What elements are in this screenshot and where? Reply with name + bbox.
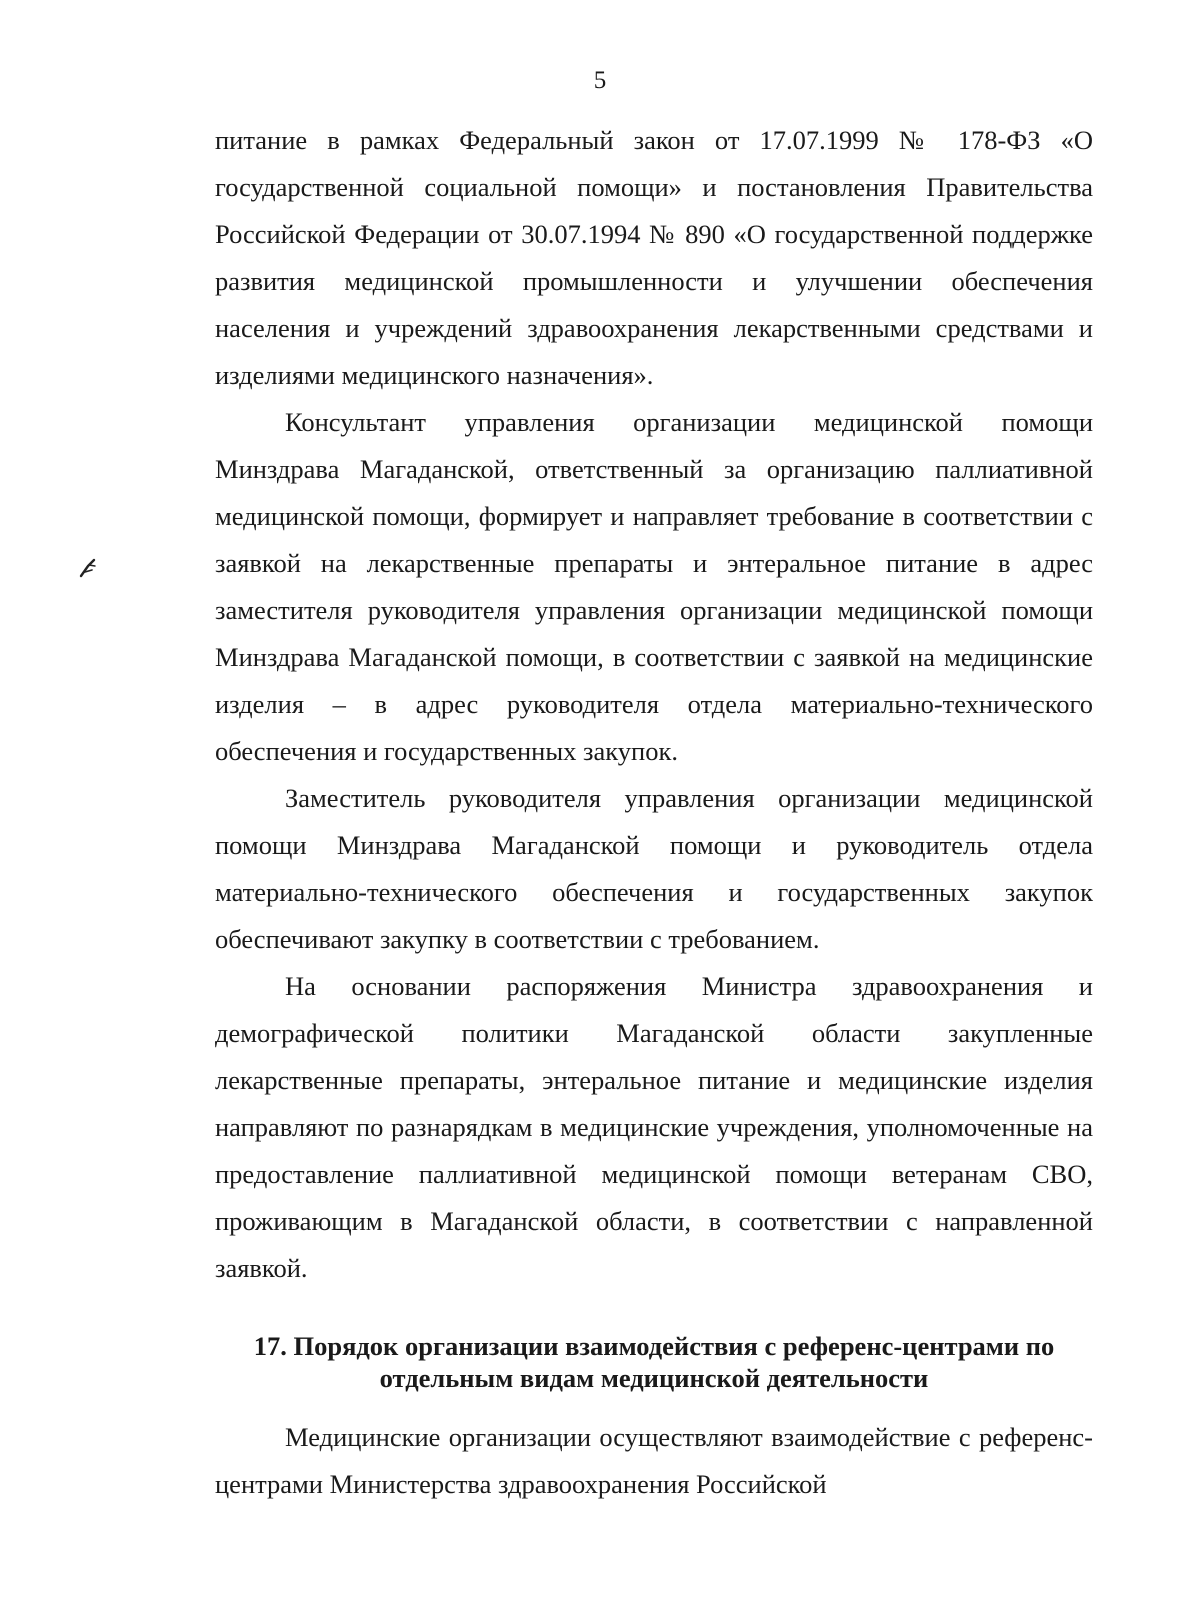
document-body bbox=[215, 117, 1093, 1508]
paragraph-deputy: Заместитель руководителя управления организации медицинской помощи Минздрава Магаданской помощи и руководитель отдела материально-технического обеспечения и государственных закупок обеспечивают закупку в соответствии с требованием. bbox=[215, 783, 1093, 954]
section-heading: 17. Порядок организации взаимодействия с референс-центрами по отдельным видам медицинской деятельности bbox=[253, 1331, 1055, 1393]
paragraph-distribution: На основании распоряжения Министра здравоохранения и демографической политики Магаданской области закупленные лекарственные препараты, энтеральное питание и медицинские изделия направляют по разнарядкам в медицинские учреждения, уполномоченные на предоставление паллиативной медицинской помощи ветеранам СВО, проживающим в Магаданской области, в соответствии с направленной заявкой. bbox=[215, 971, 1093, 1283]
page-number: 5 bbox=[593, 67, 607, 94]
paragraph-continuation: питание в рамках Федеральный закон от 17.07.1999 № 178-ФЗ «О государственной социальной помощи» и постановления Правительства Российской Федерации от 30.07.1994 № 890 «О государственной поддержке развития медицинской промышленности и улучшении обеспечения населения и учреждений здравоохранения лекарственными средствами и изделиями медицинского назначения». bbox=[215, 125, 1093, 390]
paragraph-consultant: Консультант управления организации медицинской помощи Минздрава Магаданской, ответственный за организацию паллиативной медицинской помощи, формирует и направляет требование в соответствии с заявкой на лекарственные препараты и энтеральное питание в адрес заместителя руководителя управления организации медицинской помощи Минздрава Магаданской помощи, в соответствии с заявкой на медицинские изделия – в адрес руководителя отдела материально-технического обеспечения и государственных закупок. bbox=[215, 407, 1093, 766]
scan-mark-icon bbox=[78, 556, 100, 580]
paragraph-section-start: Медицинские организации осуществляют взаимодействие с референс-центрами Министерства здравоохранения Российской bbox=[215, 1422, 1093, 1499]
